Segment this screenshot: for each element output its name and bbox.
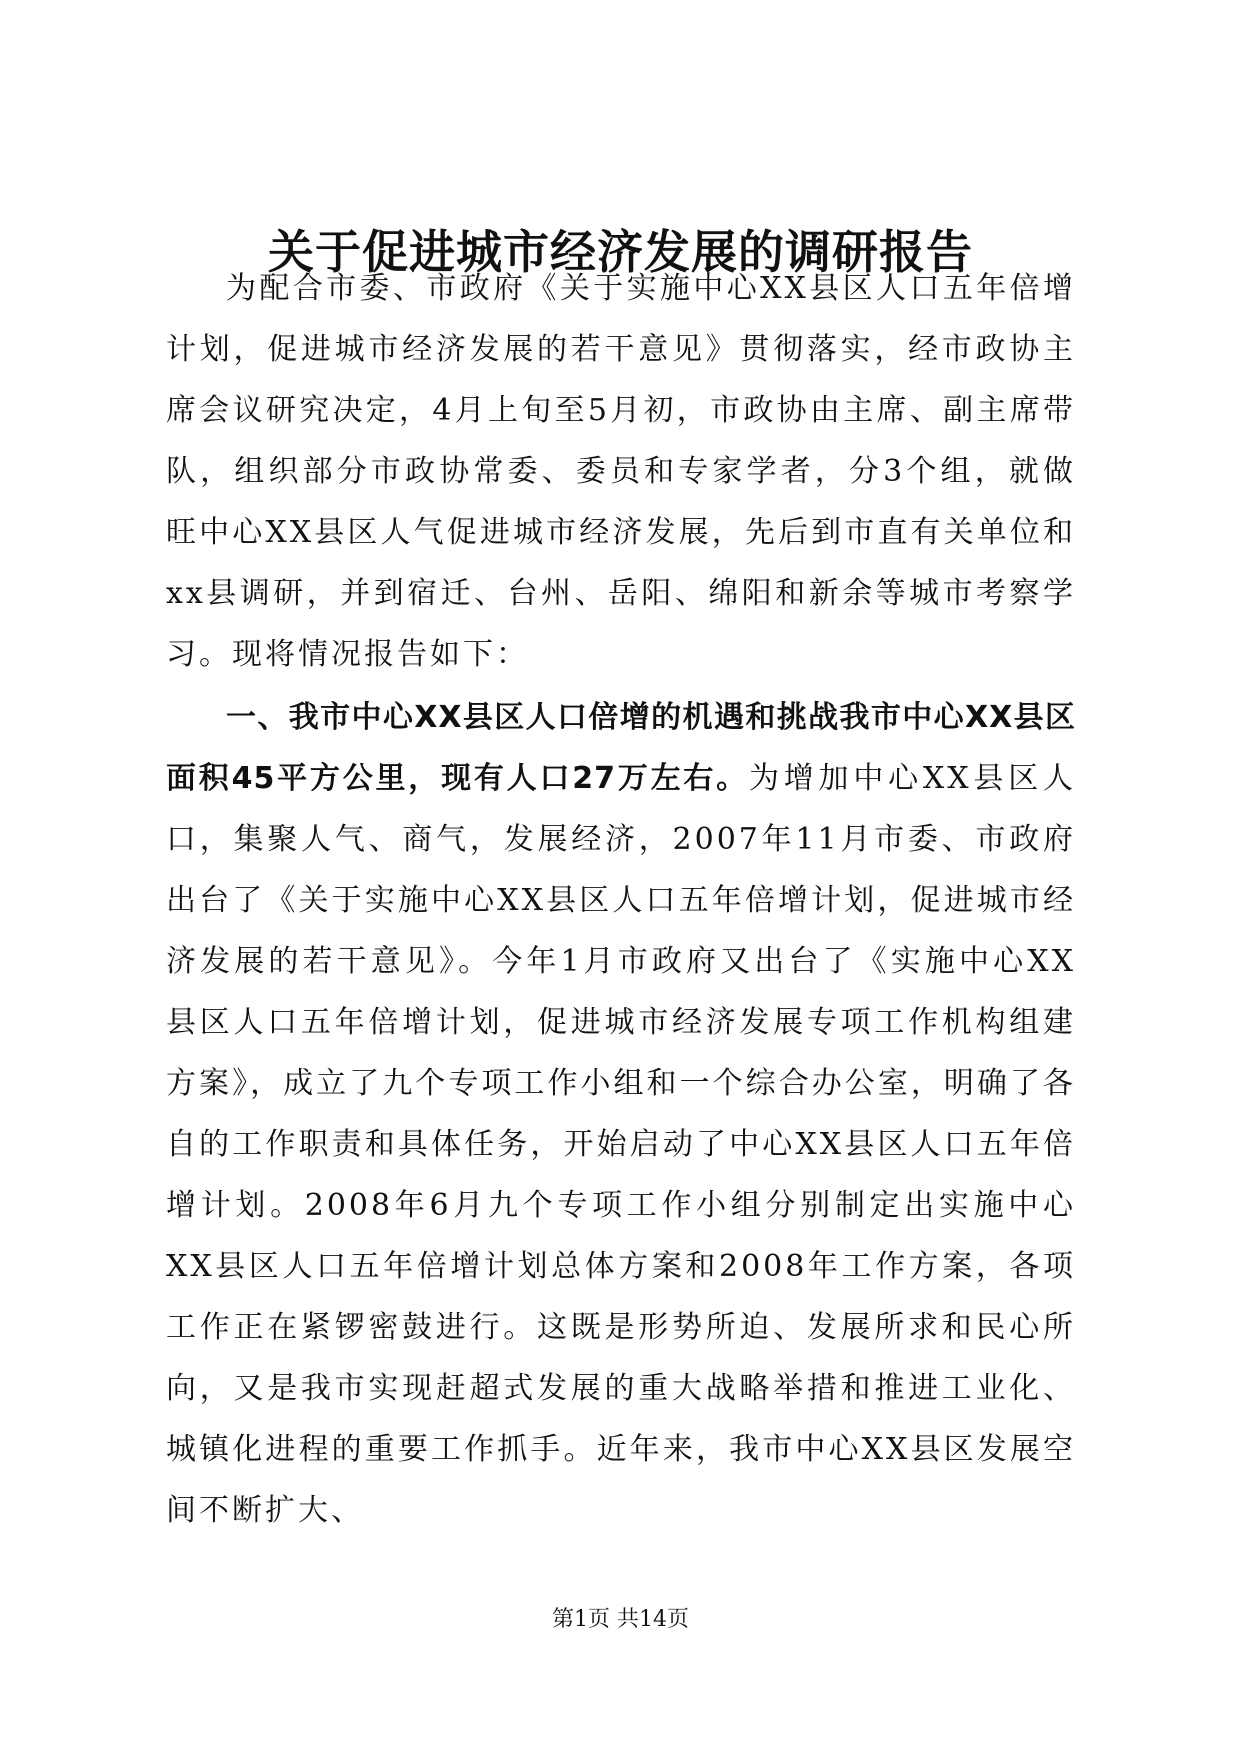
intro-paragraph: 为配合市委、市政府《关于实施中心XX县区人口五年倍增计划，促进城市经济发展的若干意见》贯彻落实，经市政协主席会议研究决定，4月上旬至5月初，市政协由主席、副主席带队，组织部分市政协常委、委员和专家学者，分3个组，就做旺中心XX县区人气促进城市经济发展，先后到市直有关单位和xx县调研，并到宿迁、台州、岳阳、绵阳和新余等城市考察学习。现将情况报告如下：	[166, 271, 1076, 672]
page-footer: 第1页 共14页	[552, 1607, 689, 1632]
section-1-paragraph	[166, 687, 1076, 1541]
section-1-heading: 一、我市中心XX县区人口倍增的机遇和挑战我市中心XX县区面积45平方公里，现有人口27万左右。	[166, 700, 1076, 796]
section-1-body: 为增加中心XX县区人口，集聚人气、商气，发展经济，2007年11月市委、市政府出台了《关于实施中心XX县区人口五年倍增计划，促进城市经济发展的若干意见》。今年1月市政府又出台了《实施中心XX县区人口五年倍增计划，促进城市经济发展专项工作机构组建方案》，成立了九个专项工作小组和一个综合办公室，明确了各自的工作职责和具体任务，开始启动了中心XX县区人口五年倍增计划。2008年6月九个专项工作小组分别制定出实施中心XX县区人口五年倍增计划总体方案和2008年工作方案，各项工作正在紧锣密鼓进行。这既是形势所迫、发展所求和民心所向，又是我市实现赶超式发展的重大战略举措和推进工业化、城镇化进程的重要工作抓手。近年来，我市中心XX县区发展空间不断扩大、	[166, 761, 1076, 1528]
document-title: 关于促进城市经济发展的调研报告	[268, 225, 973, 279]
